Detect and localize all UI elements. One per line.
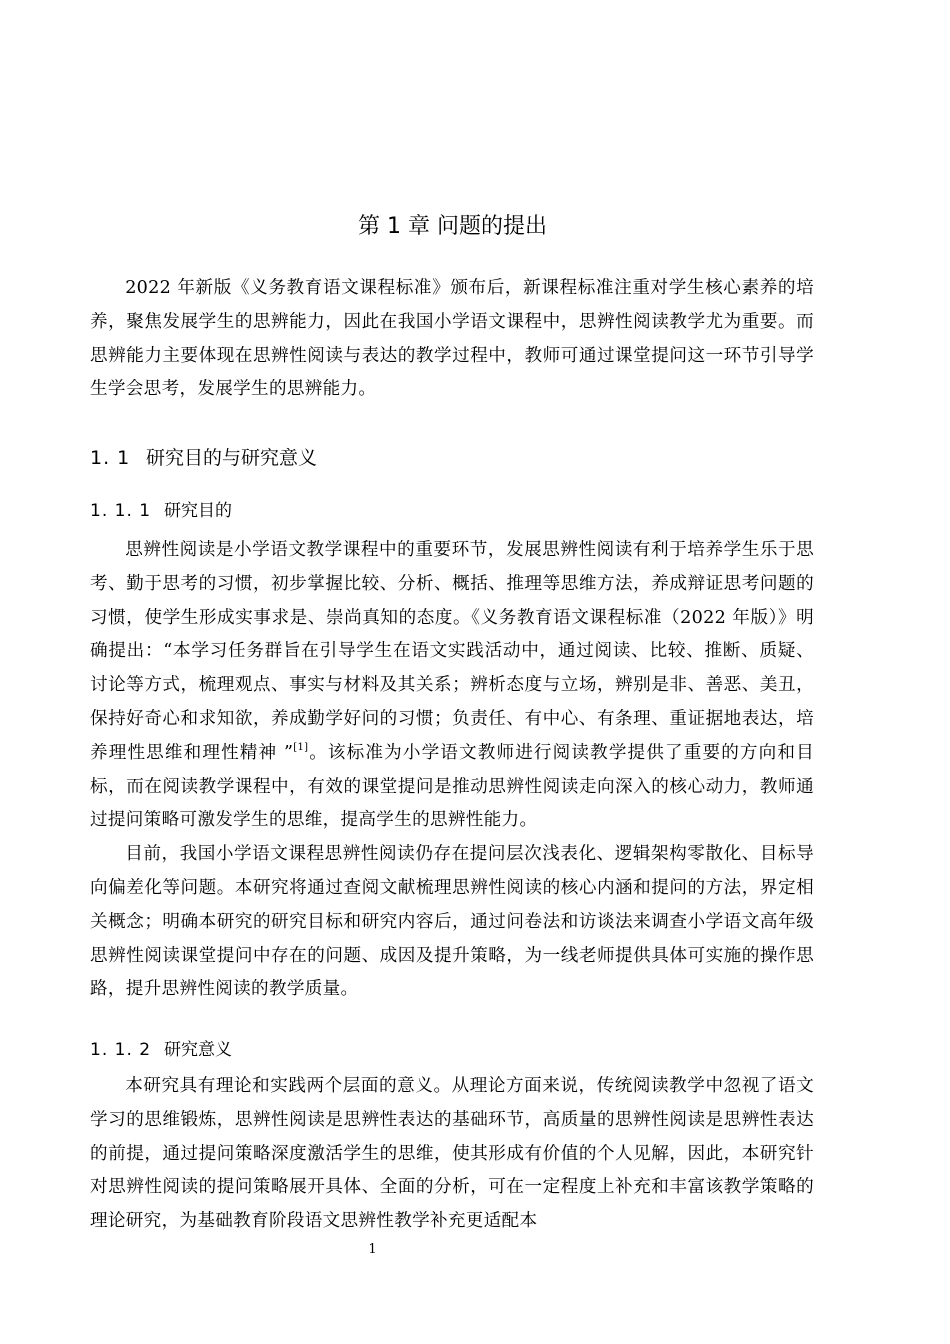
section-title: 研究目的	[164, 501, 232, 521]
intro-section	[90, 272, 814, 407]
section-number: 1. 1	[90, 447, 131, 469]
research-purpose-body	[90, 534, 814, 1007]
section-title: 研究意义	[164, 1040, 232, 1060]
research-significance-paragraph-1: 本研究具有理论和实践两个层面的意义。从理论方面来说，传统阅读教学中忽视了语文学习的思维锻炼，思辨性阅读是思辨性表达的基础环节，高质量的思辨性阅读是思辨性表达的前提，通过提问策略深度激活学生的思维，使其形成有价值的个人见解，因此，本研究针对思辨性阅读的提问策略展开具体、全面的分析，可在一定程度上补充和丰富该教学策略的理论研究，为基础教育阶段语文思辨性教学补充更适配本	[90, 1076, 814, 1232]
section-number: 1. 1. 1	[90, 501, 152, 521]
intro-paragraph: 2022 年新版《义务教育语文课程标准》颁布后，新课程标准注重对学生核心素养的培养，聚焦发展学生的思辨能力，因此在我国小学语文课程中，思辨性阅读教学尤为重要。而思辨能力主要体现在思辨性阅读与表达的教学过程中，教师可通过课堂提问这一环节引导学生学会思考，发展学生的思辨能力。	[90, 278, 814, 400]
section-heading-1-1	[90, 443, 317, 470]
research-purpose-paragraph-1	[90, 534, 814, 838]
section-heading-1-1-2	[90, 1035, 232, 1060]
section-title: 研究目的与研究意义	[146, 447, 318, 469]
paragraph-text: 思辨性阅读是小学语文教学课程中的重要环节，发展思辨性阅读有利于培养学生乐于思考、勤于思考的习惯，初步掌握比较、分析、概括、推理等思维方法，养成辩证思考问题的习惯，使学生形成实事求是、崇尚真知的态度。《义务教育语文课程标准（2022 年版）》明确提出：“本学习任务群旨在引导学生在语文实践活动中，通过阅读、比较、推断、质疑、讨论等方式，梳理观点、事实与材料及其关系；辨析态度与立场，辨别是非、善恶、美丑，保持好奇心和求知欲，养成勤学好问的习惯；负责任、有中心、有条理、重证据地表达，培养理性思维和理性精神 ”	[90, 540, 814, 763]
section-number: 1. 1. 2	[90, 1040, 152, 1060]
citation-marker: [1]	[293, 741, 309, 753]
chapter-title: 第 1 章 问题的提出	[358, 214, 547, 239]
section-heading-1-1-1	[90, 496, 232, 521]
research-purpose-paragraph-2: 目前，我国小学语文课程思辨性阅读仍存在提问层次浅表化、逻辑架构零散化、目标导向偏差化等问题。本研究将通过查阅文献梳理思辨性阅读的核心内涵和提问的方法，界定相关概念；明确本研究的研究目标和研究内容后，通过问卷法和访谈法来调查小学语文高年级思辨性阅读课堂提问中存在的问题、成因及提升策略，为一线老师提供具体可实施的操作思路，提升思辨性阅读的教学质量。	[90, 844, 814, 1000]
research-significance-body	[90, 1070, 814, 1239]
page-number: 1	[368, 1242, 377, 1257]
paragraph-text-continued: 。该标准为小学语文教师进行阅读教学提供了重要的方向和目标，而在阅读教学课程中，有效的课堂提问是推动思辨性阅读走向深入的核心动力，教师通过提问策略可激发学生的思维，提高学生的思辨性能力。	[90, 742, 814, 831]
